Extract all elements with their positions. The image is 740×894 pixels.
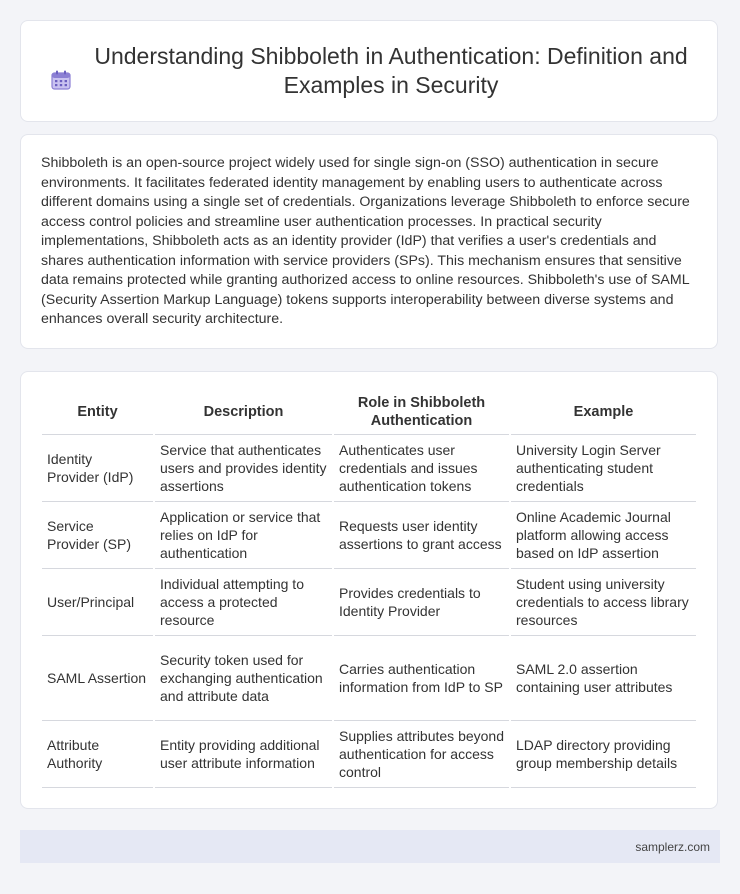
table-card (20, 371, 718, 809)
title-card (20, 20, 718, 122)
table-cell: Service that authenticates users and provides identity assertions (155, 435, 332, 502)
table-row (42, 636, 696, 721)
table-cell: Online Academic Journal platform allowing access based on IdP assertion (511, 502, 696, 569)
title-wrap (49, 42, 689, 100)
table-cell: User/Principal (42, 569, 153, 636)
table-cell: Carries authentication information from IdP to SP (334, 636, 509, 721)
page-title: Understanding Shibboleth in Authentication: Definition and Examples in Security (94, 43, 688, 98)
table-row (42, 435, 696, 502)
table-cell: Student using university credentials to access library resources (511, 569, 696, 636)
table-cell: Entity providing additional user attribute information (155, 721, 332, 788)
table-cell: Requests user identity assertions to grant access (334, 502, 509, 569)
table-cell: Individual attempting to access a protected resource (155, 569, 332, 636)
table-cell: Security token used for exchanging authentication and attribute data (155, 636, 332, 721)
table-row (42, 721, 696, 788)
table-cell: SAML 2.0 assertion containing user attributes (511, 636, 696, 721)
entity-table (40, 390, 698, 788)
table-cell: LDAP directory providing group membership details (511, 721, 696, 788)
column-header-entity: Entity (42, 390, 153, 435)
table-cell: Provides credentials to Identity Provider (334, 569, 509, 636)
table-cell: Service Provider (SP) (42, 502, 153, 569)
table-cell: University Login Server authenticating student credentials (511, 435, 696, 502)
table-cell: Authenticates user credentials and issues authentication tokens (334, 435, 509, 502)
column-header-role: Role in Shibboleth Authentication (334, 390, 509, 435)
intro-card (20, 134, 718, 349)
intro-paragraph: Shibboleth is an open-source project widely used for single sign-on (SSO) authentication in secure environments. It facilitates federated identity management by enabling users to authenticate across different domains using a single set of credentials. Organizations leverage Shibboleth to enforce secure access control policies and streamline user authentication processes. In practical security implementations, Shibboleth acts as an identity provider (IdP) that verifies a user's credentials and shares authentication information with service providers (SPs). This mechanism ensures that sensitive data remains protected while granting authorized access to online resources. Shibboleth's use of SAML (Security Assertion Markup Language) tokens supports interoperability between diverse systems and enhances overall security architecture. (41, 155, 690, 327)
table-row (42, 502, 696, 569)
footer (20, 830, 720, 863)
column-header-example: Example (511, 390, 696, 435)
calendar-icon (49, 68, 73, 92)
table-cell: Application or service that relies on IdP for authentication (155, 502, 332, 569)
table-cell: Identity Provider (IdP) (42, 435, 153, 502)
table-header-row (42, 390, 696, 435)
table-row (42, 569, 696, 636)
column-header-description: Description (155, 390, 332, 435)
table-cell: SAML Assertion (42, 636, 153, 721)
footer-site-link[interactable]: samplerz.com (635, 839, 710, 854)
table-cell: Attribute Authority (42, 721, 153, 788)
table-cell: Supplies attributes beyond authentication for access control (334, 721, 509, 788)
